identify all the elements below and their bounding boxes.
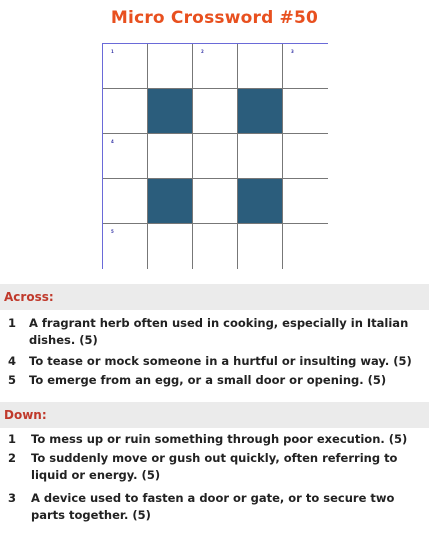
- clue-text: To emerge from an egg, or a small door or opening. (5): [29, 373, 387, 387]
- grid-cell[interactable]: [148, 44, 193, 89]
- black-cell: [238, 89, 283, 134]
- grid-cell[interactable]: [193, 224, 238, 269]
- across-heading: Across:: [0, 284, 429, 310]
- grid-cell[interactable]: [148, 134, 193, 179]
- clue-number: 1: [8, 316, 17, 330]
- clue-text: To suddenly move or gush out quickly, often referring to liquid or energy. (5): [31, 451, 398, 482]
- clue-text: A device used to fasten a door or gate, or to secure two parts together. (5): [31, 491, 395, 522]
- clue-text: To tease or mock someone in a hurtful or insulting way. (5): [29, 354, 412, 368]
- grid-cell[interactable]: [238, 134, 283, 179]
- clue-number: 2: [8, 451, 17, 465]
- grid-cell[interactable]: [283, 44, 328, 89]
- clue-text: To mess up or ruin something through poor execution. (5): [31, 432, 408, 446]
- grid-cell[interactable]: [238, 224, 283, 269]
- clue-number: 5: [8, 373, 17, 387]
- grid-cell[interactable]: [193, 89, 238, 134]
- puzzle-title: Micro Crossword #50: [110, 8, 319, 28]
- grid-cell[interactable]: [283, 89, 328, 134]
- crossword-grid: [102, 43, 328, 269]
- grid-cell[interactable]: [238, 44, 283, 89]
- black-cell: [238, 179, 283, 224]
- grid-cell[interactable]: [103, 89, 148, 134]
- clue-number: 4: [8, 354, 17, 368]
- grid-cell[interactable]: [103, 134, 148, 179]
- grid-cell[interactable]: [103, 224, 148, 269]
- cell-number: 4: [111, 139, 114, 144]
- grid-cell[interactable]: [193, 134, 238, 179]
- grid-cell[interactable]: [103, 44, 148, 89]
- grid-cell[interactable]: [193, 179, 238, 224]
- grid-cell[interactable]: [148, 224, 193, 269]
- clue-number: 1: [8, 432, 17, 446]
- grid-cell[interactable]: [283, 179, 328, 224]
- down-heading: Down:: [0, 402, 429, 428]
- cell-number: 2: [201, 49, 204, 54]
- grid-cell[interactable]: [193, 44, 238, 89]
- grid-cell[interactable]: [283, 224, 328, 269]
- cell-number: 3: [291, 49, 294, 54]
- cell-number: 5: [111, 229, 114, 234]
- clue-number: 3: [8, 491, 17, 505]
- cell-number: 1: [111, 49, 114, 54]
- clue-text: A fragrant herb often used in cooking, especially in Italian dishes. (5): [29, 316, 409, 347]
- grid-cell[interactable]: [103, 179, 148, 224]
- grid-cell[interactable]: [283, 134, 328, 179]
- black-cell: [148, 179, 193, 224]
- black-cell: [148, 89, 193, 134]
